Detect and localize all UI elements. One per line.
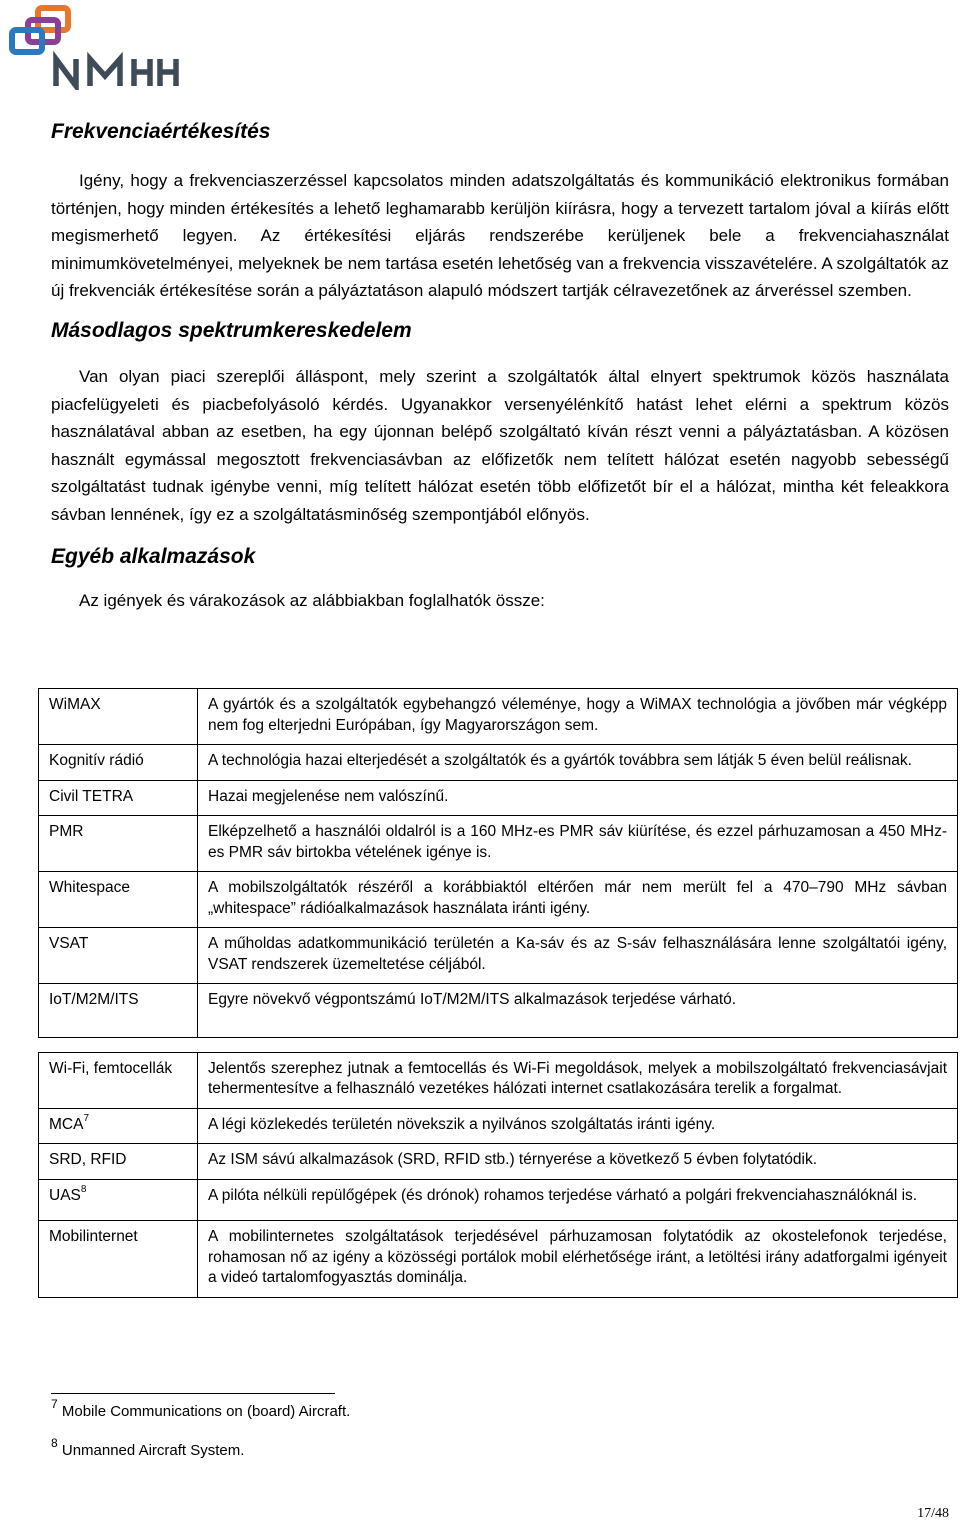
table-key: Whitespace [39, 872, 198, 928]
footnote-number: 7 [51, 1397, 58, 1411]
table-row [39, 816, 958, 872]
table-row [39, 1221, 958, 1298]
table-key: VSAT [39, 928, 198, 984]
table-value: Egyre növekvő végpontszámú IoT/M2M/ITS alkalmazások terjedése várható. [198, 984, 958, 1038]
table-key [39, 1179, 198, 1221]
table-key: PMR [39, 816, 198, 872]
table-key: SRD, RFID [39, 1144, 198, 1180]
table-row [39, 928, 958, 984]
content [51, 118, 949, 614]
table-value: A légi közlekedés területén növekszik a nyilvános szolgáltatás iránti igény. [198, 1108, 958, 1144]
section2-paragraph: Van olyan piaci szereplői álláspont, mely szerint a szolgáltatók által elnyert spektrumok közös használata piacfelügyeleti és piacbefolyásoló kérdés. Ugyanakkor versenyélénkítő hatást lehet elérni a spektrum közös használatával abban az esetben, ha egy újonnan belépő szolgáltató kíván részt venni a pályáztatásban. A közösen használt egymással megosztott frekvenciasávban az előfizetők nem telített hálózat esetén nagyobb sebességű szolgáltatást tudnak igénybe venni, míg telített hálózat esetén több előfizetőt bír el a hálózat, mintha két feleakkora sávban lennének, így ez a szolgáltatásminőség szempontjából előnyös. [51, 366, 949, 524]
table-value: Jelentős szerephez jutnak a femtocellás és Wi-Fi megoldások, melyek a mobilszolgáltató frekvenciasávjait tehermentesítve a felhasználó vezetékes hálózati internet csatlakozására terelik a forgalmat. [198, 1052, 958, 1108]
table-row [39, 745, 958, 781]
table-row [39, 1052, 958, 1108]
footnote-ref: 8 [80, 1183, 87, 1195]
table-key: Mobilinternet [39, 1221, 198, 1298]
table-value: Elképzelhető a használói oldalról is a 160 MHz-es PMR sáv kiürítése, és ezzel párhuzamosan a 450 MHz-es PMR sáv birtokba vételének igénye is. [198, 816, 958, 872]
section1-paragraph: Igény, hogy a frekvenciaszerzéssel kapcsolatos minden adatszolgáltatás és kommunikáció elektronikus formában történjen, hogy minden értékesítés a lehető leghamarabb kerüljön kiírásra, hogy a tervezett tartalom jóval a kiírás előtt megismerhető legyen. Az értékesítési eljárás rendszerébe kerüljenek bele a frekvenciahasználat minimumkövetelményei, melyeknek be nem tartása esetén lehetőség van a frekvencia visszavételére. A szolgáltatók az új frekvenciák értékesítése során a pályáztatáson alapuló módszert tartják célravezetőnek az árveréssel szemben. [51, 171, 949, 301]
footnote-7 [51, 1397, 351, 1420]
table-key: Civil TETRA [39, 780, 198, 816]
table-key: IoT/M2M/ITS [39, 984, 198, 1038]
table-row [39, 1108, 958, 1144]
section3-intro: Az igények és várakozások az alábbiakban foglalhatók össze: [79, 590, 545, 610]
table-row [39, 1179, 958, 1221]
table-value: A műholdas adatkommunikáció területén a Ka-sáv és az S-sáv felhasználására lenne szolgáltatói igény, VSAT rendszerek üzemeltetése céljából. [198, 928, 958, 984]
footnote-text: Unmanned Aircraft System. [61, 1442, 245, 1459]
table-value: A mobilinternetes szolgáltatások terjedésével párhuzamosan folytatódik az okostelefonok terjedése, rohamosan nő az igény a közösségi portálok mobil elérhetősége iránt, a letöltési irány adatforgalmi igényeit a videó tartalomfogyasztás dominálja. [198, 1221, 958, 1298]
table-value: Az ISM sávú alkalmazások (SRD, RFID stb.) térnyerése a következő 5 évben folytatódik. [198, 1144, 958, 1180]
section-title-masodlagos-spektrumkereskedelem: Másodlagos spektrumkereskedelem [51, 318, 412, 342]
footnote-ref: 7 [83, 1112, 90, 1124]
table-key: WiMAX [39, 689, 198, 745]
table-row [39, 984, 958, 1038]
table-value: A gyártók és a szolgáltatók egybehangzó véleménye, hogy a WiMAX technológia a jövőben már végképp nem fog elterjedni Európában, így Magyarországon sem. [198, 689, 958, 745]
footnote-number: 8 [51, 1436, 58, 1450]
table-value: A pilóta nélküli repülőgépek (és drónok) rohamos terjedése várható a polgári frekvenciahasználóknál is. [198, 1179, 958, 1221]
table-row [39, 780, 958, 816]
table-spacer [39, 1037, 958, 1052]
section-title-egyeb-alkalmazasok: Egyéb alkalmazások [51, 544, 256, 568]
footnote-8 [51, 1436, 245, 1459]
table-key-text: UAS [49, 1186, 81, 1204]
table-value: A technológia hazai elterjedését a szolgáltatók és a gyártók továbbra sem látják 5 éven belül reálisnak. [198, 745, 958, 781]
table-value: Hazai megjelenése nem valószínű. [198, 780, 958, 816]
section-title-frekvenciaertekesites: Frekvenciaértékesítés [51, 120, 271, 143]
table-row [39, 872, 958, 928]
footnote-text: Mobile Communications on (board) Aircraft. [61, 1403, 351, 1420]
nmhh-logo [8, 4, 180, 90]
table-key [39, 1108, 198, 1144]
table-key: Kognitív rádió [39, 745, 198, 781]
applications-table [38, 688, 958, 1298]
page-number: 17/48 [917, 1506, 949, 1521]
footnote-separator [51, 1393, 335, 1394]
table-row [39, 1144, 958, 1180]
table-key-text: MCA [49, 1115, 84, 1133]
table-value: A mobilszolgáltatók részéről a korábbiaktól eltérően már nem merült fel a 470–790 MHz sávban „whitespace” rádióalkalmazások használata iránti igény. [198, 872, 958, 928]
table-key: Wi-Fi, femtocellák [39, 1052, 198, 1108]
table-row [39, 689, 958, 745]
